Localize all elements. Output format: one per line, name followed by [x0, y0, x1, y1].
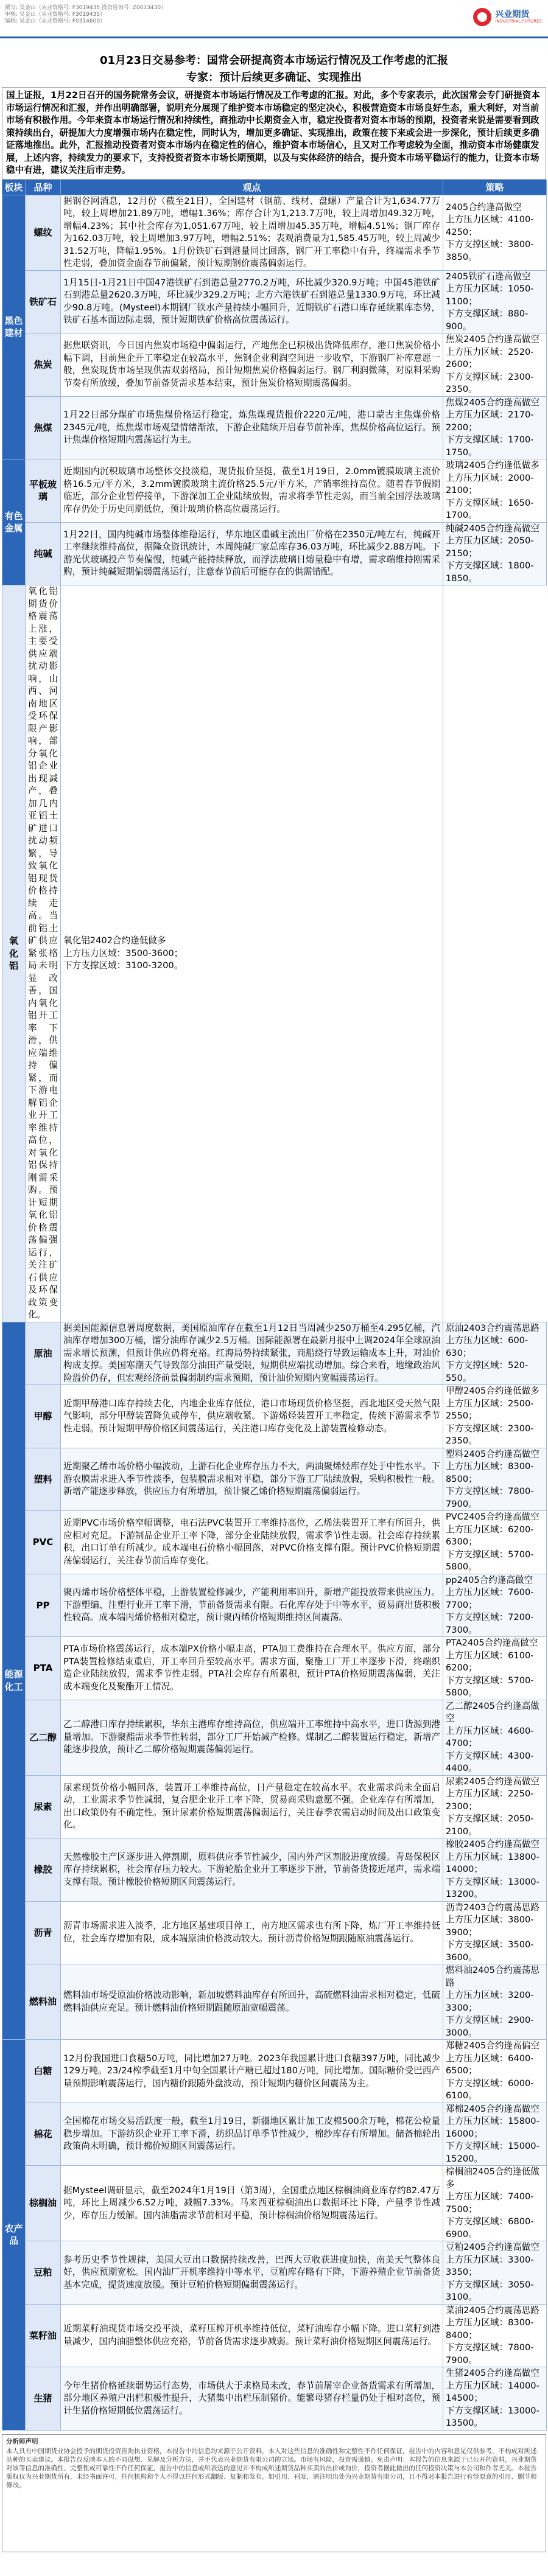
product-cell: 尿素 — [26, 1775, 61, 1838]
product-cell: 燃料油 — [26, 1964, 61, 2040]
table-row — [2, 2367, 547, 2431]
product-cell: 平板玻璃 — [26, 459, 61, 523]
table-row — [2, 1838, 547, 1902]
strategy-cell: 纯碱2405合约逢高做空 上方压力区域：2050-2150； 下方支撑区域：1800-1850。 — [443, 522, 547, 585]
view-cell: 沥青市场需求进入淡季，北方地区基建项目停工，南方地区需求也有所下降，炼厂开工率维持低位，社会库存增加有限，成本端原油价格波动较大。预计沥青价格短期跟随原油震荡运行。 — [61, 1901, 443, 1964]
author-line-3: 编辑: 吴金山（从业资格号: F0314600） — [5, 18, 106, 24]
table-row — [2, 2304, 547, 2367]
table-row — [2, 1964, 547, 2040]
table-row — [2, 2241, 547, 2305]
product-cell: PVC — [26, 1511, 61, 1574]
view-cell: 氧化铝期货价格震荡上涨，主要受供应端扰动影响，山西、河南地区受环保限产影响，部分氧化铝企业出现减产，叠加几内亚铝土矿进口扰动频繁，导致氧化铝现货价格持续走高。当前铝土矿供应紧张格局未明显改善，国内氧化铝开工率下滑，供应端维持偏紧，而下游电解铝企业开工率维持高位，对氧化铝保持刚需采购。预计短期氧化铝价格震荡偏强运行，关注矿石供应及环保政策变化。 — [26, 585, 61, 1322]
product-cell: 甲醇 — [26, 1385, 61, 1448]
view-cell: 1月15日-1月21日中国47港铁矿石到港总量2770.2万吨，环比减少320.9万吨；中国45港铁矿石到港总量2620.3万吨，环比减少329.2万吨；北方六港铁矿石到港总量1330.9万吨，环比减少90.8万吨。(Mysteel)本期钢厂铁水产量持续小幅回升，近期铁矿石港口库存延续累库态势，铁矿石基本面边际走弱，预计短期铁矿价格高位震荡运行。 — [61, 270, 443, 333]
strategy-cell: 焦炭2405合约逢高做空 上方压力区域：2520-2600； 下方支撑区域：2300-2350。 — [443, 333, 547, 397]
product-cell: 原油 — [26, 1322, 61, 1385]
table-row — [2, 270, 547, 333]
product-cell: 棕榈油 — [26, 2166, 61, 2241]
view-cell: 据美国能源信息署周度数据，美国原油库存在截至1月12日当周减少250万桶至4.295亿桶，汽油库存增加300万桶，馏分油库存减少2.5万桶。国际能源署在最新月报中上调2024年全球原油需求增长预测，但预计供应仍将充裕。红海局势持续紧张，商船绕行导致运输成本上升，对油价构成支撑。美国寒潮天气导致部分油田产量受限，短期供应端扰动增加。综合来看，地缘政治风险溢价仍存，但宏观经济前景偏弱制约需求预期，预计油价短期内宽幅震荡运行。 — [61, 1322, 443, 1385]
view-cell: PTA市场价格震荡运行，成本端PX价格小幅走高，PTA加工费维持在合理水平。供应方面，部分PTA装置检修结束重启，开工率回升至较高水平。需求方面，聚酯工厂开工率逐步下滑，终端织造企业陆续放假，需求季节性走弱。PTA社会库存有所累积，预计PTA价格短期震荡偏弱，关注成本端变化及聚酯开工情况。 — [61, 1637, 443, 1700]
strategy-cell: 焦煤2405合约逢高做空 上方压力区域：2170-2200； 下方支撑区域：1700-1750。 — [443, 396, 547, 459]
strategy-cell: 2405合约逢高做空 上方压力区域：4100-4250； 下方支撑区域：3800-3850。 — [443, 195, 547, 270]
view-cell: 据Mysteel调研显示，截至2024年1月19日（第3周），全国重点地区棕榈油商业库存约82.47万吨，环比上周减少6.52万吨，减幅7.33%。马来西亚棕榈油出口数据环比下降，产量季节性减少，库存压力缓解。国内油脂需求节前相对平稳，预计棕榈油价格短期震荡运行。 — [61, 2166, 443, 2241]
view-cell: 1月22日，国内纯碱市场整体维稳运行，华东地区重碱主流出厂价格在2350元/吨左右，纯碱开工率继续维持高位，据隆众资讯统计，本周纯碱厂家总库存36.03万吨，环比减少2.88万吨。下游光伏玻璃投产节奏偏慢，纯碱产能持续释放，而浮法玻璃日熔量稳中有增，需求端维持刚需采购，预计纯碱短期偏弱震荡运行，注意春节前后可能存在的供需错配。 — [61, 522, 443, 585]
view-cell: 天然橡胶主产区逐步进入停割期，原料供应季节性减少，国内外产区割胶进度放缓。青岛保税区库存持续累积，社会库存压力较大。下游轮胎企业开工率逐步下滑，节前备货接近尾声，需求端支撑有限。预计橡胶价格短期区间震荡运行。 — [61, 1838, 443, 1902]
header-strategy: 策略 — [443, 180, 547, 195]
strategy-cell: 乙二醇2405合约逢高做空 上方压力区域：4600-4700； 下方支撑区域：4300-4400。 — [443, 1700, 547, 1775]
view-cell: 近期甲醇港口库存持续去化，内地企业库存低位，港口市场现货价格坚挺，西北地区受天然气限气影响，部分甲醇装置降负或停车，供应端收紧。下游烯烃装置开工率稳定，传统下游需求季节性走弱。预计短期甲醇价格区间震荡运行，关注港口库存变化及上游装置检修动态。 — [61, 1385, 443, 1448]
table-row — [2, 1511, 547, 1574]
view-cell: 近期国内沉积玻璃市场整体交投淡稳，现货报价坚挺，截至1月19日，2.0mm镀膜玻璃主流价格16.5元/平方米，3.2mm镀膜玻璃主流价格25.5元/平方米，产销率维持高位。随着春节假期临近，部分企业暂停接单，下游深加工企业陆续放假，需求将季节性走弱，而当前全国浮法玻璃库存仍处于历史同期低位，预计玻璃价格高位震荡运行。 — [61, 459, 443, 523]
table-row — [2, 2103, 547, 2166]
table-body — [2, 195, 547, 2430]
logo-subtext: INDUSTRIAL FUTURES — [495, 19, 542, 24]
view-cell: 今年生猪价格延续弱势运行态势，市场供大于求格局未改，春节前屠宰企业备货需求有所增加，部分地区养殖户出栏积极性提升，大猪集中出栏压制猪价。能繁母猪存栏量仍处于相对高位，预计生猪价格短期低位震荡运行。 — [61, 2367, 443, 2431]
view-cell: 参考历史季节性规律，美国大豆出口数据持续改善，巴西大豆收获进度加快，南美天气整体良好，供应预期宽松。国内油厂开机率维持中等水平，豆粕库存略有下降，下游养殖企业节前备货基本完成，提货速度放缓。预计豆粕价格短期偏弱震荡运行。 — [61, 2241, 443, 2305]
table-row — [2, 1901, 547, 1964]
sector-cell: 有色金属 — [2, 459, 26, 585]
strategy-cell: 棕榈油2405合约逢低做多 上方压力区域：7400-7500； 下方支撑区域：6800-6900。 — [443, 2166, 547, 2241]
product-cell: 焦煤 — [26, 396, 61, 459]
table-row — [2, 1322, 547, 1385]
view-cell: 据焦联资讯，今日国内焦炭市场稳中偏弱运行，产地焦企已积极出货降低库存，港口焦炭价格小幅下调，目前焦企开工率稳定在较高水平，焦钢企业利润空间进一步收窄，下游钢厂补库意愿一般，焦炭现货市场呈现供需双弱格局，预计短期焦炭价格偏弱运行。钢厂利润微薄，对原料采购节奏有所放缓，叠加节前备货需求基本结束，预计焦炭价格短期震荡偏弱。 — [61, 333, 443, 397]
header-sector: 板块 — [2, 180, 26, 195]
product-cell: 生猪 — [26, 2367, 61, 2431]
strategy-cell: 原油2403合约震荡思路 上方压力区域：600-630； 下方支撑区域：520-550。 — [443, 1322, 547, 1385]
author-line-2: 审核: 吴金山（从业资格号: F3019435） — [5, 12, 106, 18]
header-view: 观点 — [61, 180, 443, 195]
report-header — [0, 0, 548, 38]
product-cell: PTA — [26, 1637, 61, 1700]
sector-cell: 农产品 — [2, 2040, 26, 2431]
product-cell: 铁矿石 — [26, 270, 61, 333]
product-cell: 橡胶 — [26, 1838, 61, 1902]
strategy-cell: 尿素2405合约逢高做空 上方压力区域：2250-2300； 下方支撑区域：2050-2100。 — [443, 1775, 547, 1838]
table-row — [2, 522, 547, 585]
product-cell: 菜籽油 — [26, 2304, 61, 2367]
strategy-cell: 郑糖2405合约逢高偏空 上方压力区域：6400-6500； 下方支撑区域：6000-6100。 — [443, 2040, 547, 2103]
product-cell: 塑料 — [26, 1448, 61, 1511]
table-row — [2, 333, 547, 397]
table-header-row — [2, 180, 547, 195]
table-row — [2, 1385, 547, 1448]
view-cell: 1月22日部分煤矿市场焦煤价格运行稳定，炼焦煤现货报价2220元/吨，港口蒙古主焦煤价格2345元/吨，炼焦煤市场观望情绪渐浓，下游企业陆续开启春节前补库，焦煤价格高位运行。预计焦煤价格短期内震荡运行为主。 — [61, 396, 443, 459]
table-row — [2, 1574, 547, 1637]
product-cell: 螺纹 — [26, 195, 61, 270]
view-cell: 燃料油市场受原油价格波动影响，新加坡燃料油库存有所回升，高硫燃料油需求相对稳定，低硫燃料油供应充足。预计燃料油价格短期跟随原油宽幅震荡。 — [61, 1964, 443, 2040]
table-row — [2, 459, 547, 523]
view-cell: 乙二醇港口库存持续累积，华东主港库存维持高位，供应端开工率维持中高水平，进口货源到港量增加。下游聚酯需求季节性转弱，部分工厂开始减产检修。煤制乙二醇装置运行稳定，新增产能逐步投放，预计乙二醇价格短期震荡偏弱运行。 — [61, 1700, 443, 1775]
product-cell: 沥青 — [26, 1901, 61, 1964]
strategy-cell: pp2405合约逢高做空 上方压力区域：7600-7700； 下方支撑区域：7200-7300。 — [443, 1574, 547, 1637]
report-title: 01月23日交易参考：国常会研提高资本市场运行情况及工作考虑的汇报 — [99, 54, 449, 67]
sector-cell: 黑色建材 — [2, 195, 26, 459]
logo-text: 兴业期货 — [495, 10, 530, 19]
strategy-cell: 2405铁矿石逢高做空 上方压力区域：1050-1100； 下方支撑区域：880-900。 — [443, 270, 547, 333]
table-row — [2, 1700, 547, 1775]
strategy-cell: 生猪2405合约逢高做空 上方压力区域：14000-14500； 下方支撑区域：13000-13500。 — [443, 2367, 547, 2431]
strategy-cell: 豆粕2405合约逢高做空 上方压力区域：3300-3350； 下方支撑区域：3050-3100。 — [443, 2241, 547, 2305]
strategy-cell: 沥青2403合约震荡思路 上方压力区域：3800-3900； 下方支撑区域：3500-3600。 — [443, 1901, 547, 1964]
author-lines — [5, 5, 166, 25]
table-row — [2, 396, 547, 459]
macro-summary: 国上证报，1月22日召开的国务院常务会议，研提资本市场运行情况及工作考虑的汇报。对此，多个专家表示，此次国常会专门研提资本市场运行情况和汇报，并作出明确部署，说明充分展现了维护资本市场稳定的坚定决心，积极营造资本市场良好生态，重大利好，对当前市场有积极作用。今年来资本市场运行情况和持续性，商推动中长期资金入市，稳定投资者对资本市场的预期，投资者来说是需要看到政策持续出台，研提加大力度增强市场内在稳定性，同时认为，增加更多确证、实现推出，政策在接下来或会进一步深化，预计后续更多确证落地推出。此外，汇报推动投资者对资本市场内在稳定性的信心，维护资本市场信心，且又对工作考虑较为全面，推动资本市场健康发展，上述内容，持续发力的要求下，支持投资者资本市场长期预期，以及与实体经济的结合，提升资本市场平稳运行的能力，让资本市场稳中有进，建议关注后市走势。 — [2, 87, 546, 180]
product-cell: PP — [26, 1574, 61, 1637]
report-subtitle: 专家：预计后续更多确证、实现推出 — [186, 71, 362, 84]
strategy-cell: 橡胶2405合约逢高做空 上方压力区域：13800-14000； 下方支撑区域：13000-13200。 — [443, 1838, 547, 1902]
disclaimer-text: 本人具有中国期货业协会授予的期货投资咨询执业资格，本报告中的信息均来源于公开资料，本人对这些信息的准确性和完整性不作任何保证，报告中的内容和意见仅供参考，不构成对所述品种的买卖建议。本报告仅反映本人的不同设想、见解及分析方法，并不代表兴业期货有限公司的立场。市场有风险，投资需谨慎。免责声明：本报告的信息来源于已公开的资料，兴业期货对该等信息的准确性、完整性或可靠性不作任何保证，报告中的信息或所表达的意见并不构成所述期货品种买卖的出价或询价，投资者据此做出的任何投资决策与本公司和作者无关。本报告版权仅为兴业期货所有，未经书面许可，任何机构和个人不得以任何形式翻版、复制和发布，如引用、刊发，需注明出处为兴业期货有限公司，且不得对本报告进行有悖原意的引用、删节和修改。 — [6, 2447, 537, 2489]
view-cell: 近期PVC市场价格窄幅调整，电石法PVC装置开工率维持高位，乙烯法装置开工率有所回升，供应相对充足。下游制品企业开工率下降，部分企业陆续放假，需求季节性走弱。社会库存持续累积，出口订单有所减少。成本端电石价格小幅回落，对PVC价格支撑有限。预计PVC价格短期震荡偏弱运行，关注春节前后库存变化。 — [61, 1511, 443, 1574]
product-cell: 棉花 — [26, 2103, 61, 2166]
sector-cell: 能源化工 — [2, 1322, 26, 2040]
view-cell: 近期菜籽油现货市场交投平淡，菜籽压榨开机率维持低位，菜籽油库存小幅下降。进口菜籽到港量减少，国内油脂整体供应充裕，节前备货需求逐步减弱。预计菜籽油价格短期区间震荡运行。 — [61, 2304, 443, 2367]
table-row — [2, 1448, 547, 1511]
strategy-cell: 塑料2405合约逢高做空 上方压力区域：8300-8500； 下方支撑区域：7800-7900。 — [443, 1448, 547, 1511]
strategy-cell: 郑棉2405合约逢高做空 上方压力区域：15800-16000； 下方支撑区域：15000-15200。 — [443, 2103, 547, 2166]
product-cell: 焦炭 — [26, 333, 61, 397]
table-row — [2, 195, 547, 270]
table-row — [2, 1775, 547, 1838]
author-line-1: 撰写: 吴金山（从业资格号: F3019435 投资咨询号: Z0013430） — [5, 5, 167, 11]
product-cell: 氧化铝 — [2, 585, 26, 1322]
table-row — [2, 585, 547, 1322]
strategy-cell: 氧化铝2402合约逢低做多 上方压力区域：3500-3600； 下方支撑区域：3100-3200。 — [61, 585, 443, 1322]
company-logo — [451, 4, 542, 30]
strategy-cell: 燃料油2405合约震荡思路 上方压力区域：3200-3300； 下方支撑区域：2900-3000。 — [443, 1964, 547, 2040]
view-cell: 据钢谷网消息，12月份（截至21日），全国建材（钢筋、线材、盘螺）产量合计为1,634.77万吨，较上周增加21.89万吨，增幅1.36%；库存合计为1,213.7万吨，较上周增加49.32万吨，增幅4.23%；其中社会库存为1,051.67万吨，较上周增加45.35万吨，增幅4.51%；钢厂库存为162.03万吨，较上周增加3.97万吨，增幅2.51%；表观消费量为1,585.45万吨，较上周减少31.52万吨，降幅1.95%。1月份铁矿石到港量同比回落，钢厂开工率稳中有升，终端需求季节性走弱，叠加资金面春节前偏紧，预计短期钢价震荡偏弱运行。 — [61, 195, 443, 270]
disclaimer-title: 分析师声明 — [6, 2437, 38, 2445]
product-cell: 豆粕 — [26, 2241, 61, 2305]
strategy-table — [2, 180, 547, 2431]
disclaimer — [2, 2434, 546, 2552]
logo-mark-icon — [473, 8, 491, 26]
table-row — [2, 2040, 547, 2103]
product-cell: 白糖 — [26, 2040, 61, 2103]
strategy-cell: 甲醇2405合约逢低做多 上方压力区域：2500-2550； 下方支撑区域：2300-2350。 — [443, 1385, 547, 1448]
strategy-cell: PTA2405合约逢高做空 上方压力区域：6100-6200； 下方支撑区域：5700-5800。 — [443, 1637, 547, 1700]
view-cell: 近期聚乙烯市场价格小幅波动，上游石化企业库存压力不大，两油聚烯烃库存处于中性水平。下游农膜需求进入季节性淡季，包装膜需求相对平稳，部分下游工厂陆续放假，采购积极性一般。新增产能逐步释放，供应压力有所增加，预计聚乙烯价格短期震荡偏弱运行。 — [61, 1448, 443, 1511]
header-product: 品种 — [26, 180, 61, 195]
strategy-cell: 玻璃2405合约逢低做多 上方压力区域：2000-2100； 下方支撑区域：1650-1700。 — [443, 459, 547, 523]
view-cell: 聚丙烯市场价格整体平稳，上游装置检修减少，产能利用率回升，新增产能投放带来供应压力。下游塑编、注塑行业开工率下滑，节前备货需求有限。石化库存处于中等水平，贸易商出货积极性较高。成本端丙烯价格相对稳定，预计聚丙烯价格短期维持区间震荡。 — [61, 1574, 443, 1637]
strategy-cell: PVC2405合约逢高做空 上方压力区域：6200-6300； 下方支撑区域：5700-5800。 — [443, 1511, 547, 1574]
product-cell: 乙二醇 — [26, 1700, 61, 1775]
view-cell: 12月份我国进口食糖50万吨，同比增加27万吨。2023年我国累计进口食糖397万吨，同比减少129万吨。23/24榨季截至1月中旬全国累计产糖已超过180万吨，同比增加。国际糖价受巴西产量预期影响震荡运行，国内糖价跟随外盘波动，预计短期内糖价区间震荡为主。 — [61, 2040, 443, 2103]
view-cell: 全国棉花市场交易活跃度一般，截至1月19日，新疆地区累计加工皮棉500余万吨，棉花公检量稳步增加。下游纺织企业开工率下滑，纺织品订单季节性减少，棉纱库存有所增加。储备棉轮出政策尚未明确，预计棉价短期区间震荡运行。 — [61, 2103, 443, 2166]
table-row — [2, 1637, 547, 1700]
view-cell: 尿素现货价格小幅回落，装置开工率维持高位，日产量稳定在较高水平。农业需求尚未全面启动，工业需求季节性减弱，复合肥企业开工率下降，贸易商采购意愿不强。企业库存有所增加，出口政策仍有不确定性。预计尿素价格短期震荡偏弱运行，关注春季农需启动时间及出口政策变化。 — [61, 1775, 443, 1838]
product-cell: 纯碱 — [26, 522, 61, 585]
strategy-cell: 菜油2405合约震荡思路 上方压力区域：8300-8400； 下方支撑区域：7800-7900。 — [443, 2304, 547, 2367]
table-row — [2, 2166, 547, 2241]
